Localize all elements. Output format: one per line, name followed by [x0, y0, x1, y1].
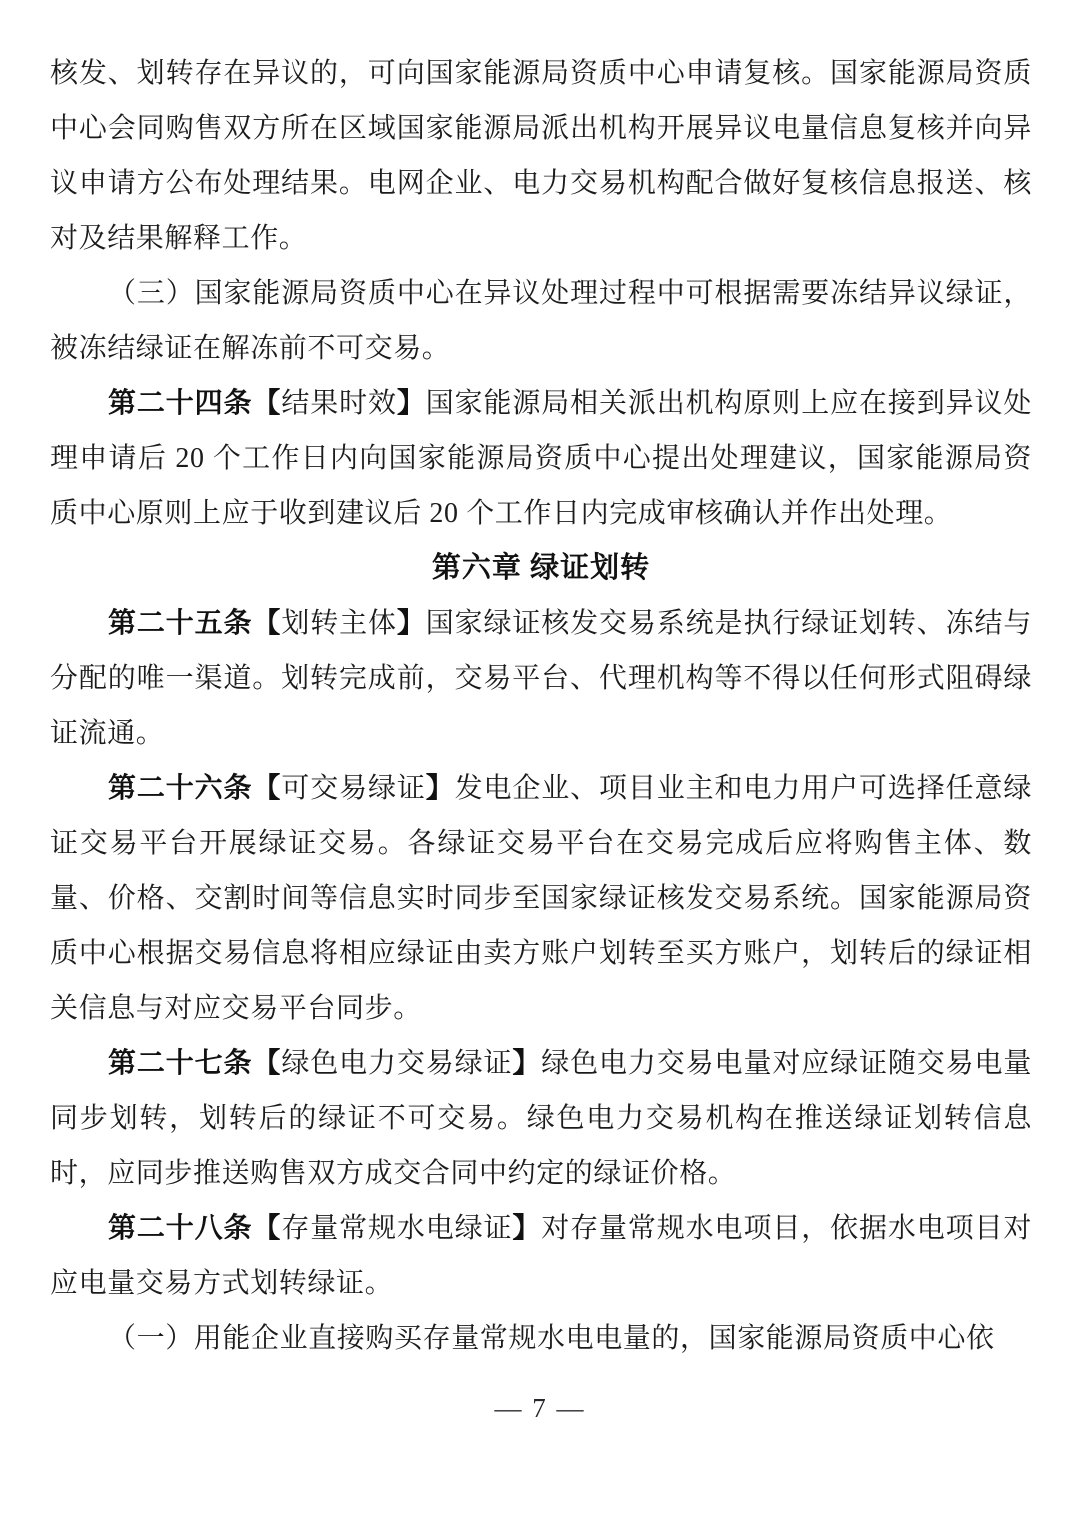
bracket-open: 【	[252, 1213, 282, 1244]
bracket-open: 【	[252, 608, 282, 639]
article-24-number: 第二十四条	[108, 388, 253, 419]
bracket-close: 】	[396, 608, 426, 639]
article-28	[50, 1201, 1032, 1311]
article-25-number: 第二十五条	[108, 608, 253, 639]
article-24-body: 国家能源局相关派出机构原则上应在接到异议处理申请后 20 个工作日内向国家能源局资质中心提出处理建议，国家能源局资质中心原则上应于收到建议后 20 个工作日内完成审核确认并作出处理。	[50, 388, 1032, 529]
article-25	[50, 596, 1032, 761]
chapter-6-heading: 第六章 绿证划转	[431, 552, 651, 584]
article-26-title: 可交易绿证	[281, 773, 426, 804]
article-28-body: 对存量常规水电项目，依据水电项目对应电量交易方式划转绿证。	[50, 1213, 1032, 1299]
bracket-close: 】	[396, 388, 426, 419]
article-28-number: 第二十八条	[108, 1213, 253, 1244]
article-24-title: 结果时效	[281, 388, 397, 419]
article-26-body: 发电企业、项目业主和电力用户可选择任意绿证交易平台开展绿证交易。各绿证交易平台在交易完成后应将购售主体、数量、价格、交割时间等信息实时同步至国家绿证核发交易系统。国家能源局资质中心根据交易信息将相应绿证由卖方账户划转至买方账户，划转后的绿证相关信息与对应交易平台同步。	[50, 773, 1032, 1024]
article-27	[50, 1036, 1032, 1201]
document-body	[50, 46, 1032, 1366]
article-27-number: 第二十七条	[108, 1048, 253, 1079]
paragraph-item-3: （三）国家能源局资质中心在异议处理过程中可根据需要冻结异议绿证，被冻结绿证在解冻前不可交易。	[50, 278, 1032, 364]
bracket-close: 】	[512, 1048, 542, 1079]
bracket-open: 【	[252, 1048, 282, 1079]
article-26	[50, 761, 1032, 1036]
article-26-number: 第二十六条	[108, 773, 253, 804]
bracket-close: 】	[512, 1213, 542, 1244]
article-27-title: 绿色电力交易绿证	[281, 1048, 513, 1079]
paragraph-item-1: （一）用能企业直接购买存量常规水电电量的，国家能源局资质中心依	[108, 1323, 995, 1354]
bracket-open: 【	[252, 773, 282, 804]
bracket-close: 】	[425, 773, 455, 804]
page-footer	[0, 1388, 1080, 1428]
bracket-open: 【	[252, 388, 282, 419]
article-27-body: 绿色电力交易电量对应绿证随交易电量同步划转，划转后的绿证不可交易。绿色电力交易机构在推送绿证划转信息时，应同步推送购售双方成交合同中约定的绿证价格。	[50, 1048, 1032, 1189]
article-25-title: 划转主体	[281, 608, 397, 639]
article-28-title: 存量常规水电绿证	[281, 1213, 513, 1244]
article-25-body: 国家绿证核发交易系统是执行绿证划转、冻结与分配的唯一渠道。划转完成前，交易平台、代理机构等不得以任何形式阻碍绿证流通。	[50, 608, 1032, 749]
paragraph-review-continuation: 核发、划转存在异议的，可向国家能源局资质中心申请复核。国家能源局资质中心会同购售双方所在区域国家能源局派出机构开展异议电量信息复核并向异议申请方公布处理结果。电网企业、电力交易机构配合做好复核信息报送、核对及结果解释工作。	[50, 58, 1032, 254]
page-number: — 7 —	[494, 1393, 586, 1423]
article-24	[50, 376, 1032, 541]
